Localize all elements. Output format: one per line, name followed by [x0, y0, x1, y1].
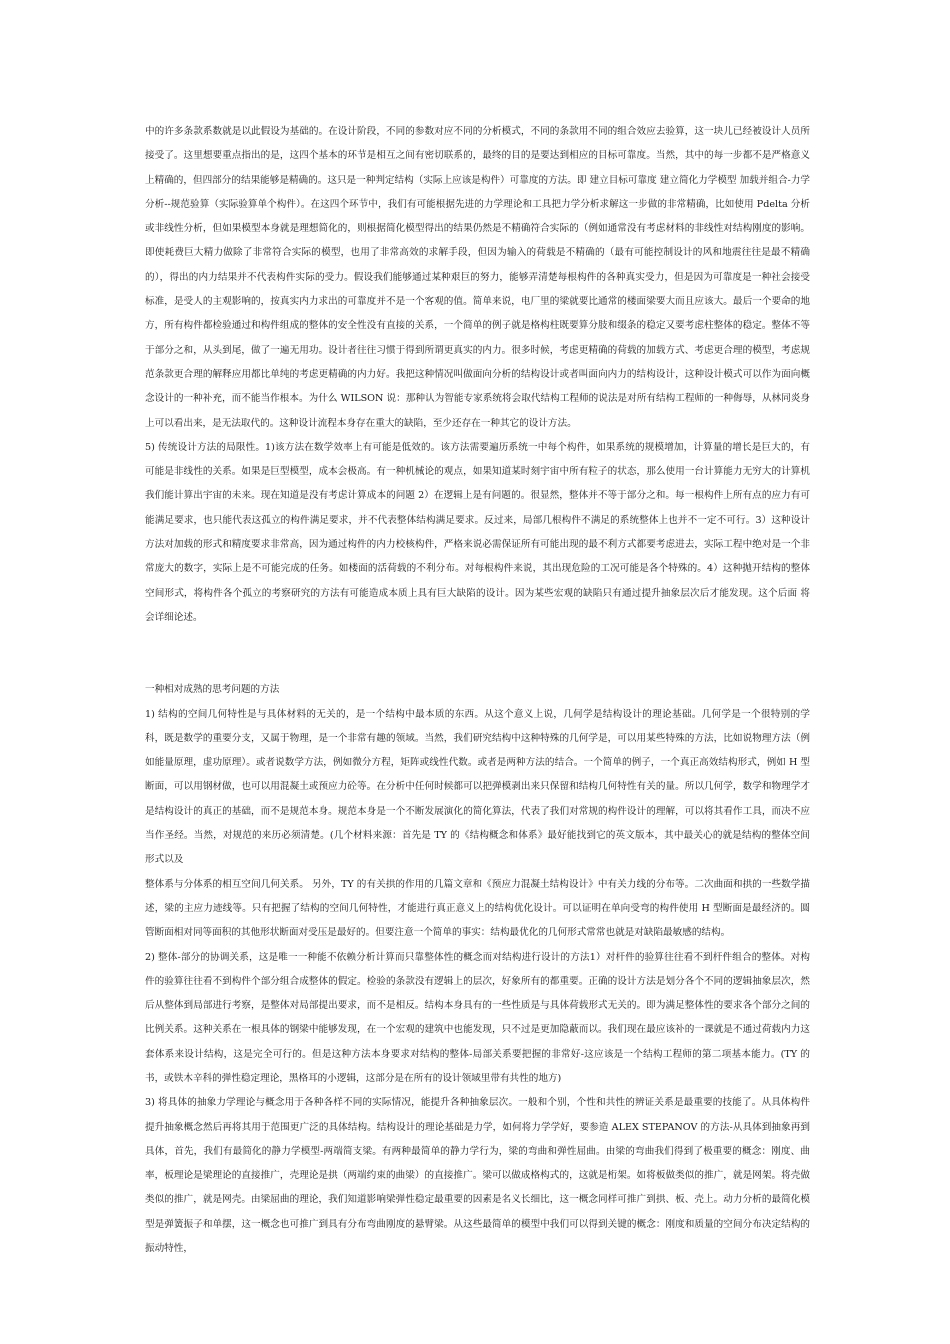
section-paragraph-3: 3) 将具体的抽象力学理论与概念用于各种各样不同的实际情况，能提升各种抽象层次。一般和个别，个性和共性的辨证关系是最重要的技能了。从具体构件提升抽象概念然后再将其用于范围更广泛的具体结构。结构设计的理论基础是力学，如何将力学学好，要参造 ALEX STEPANOV 的方法-从具体到抽象再到具体，首先，我们有最简化的静力学模型-两端简支梁。有两种最简单的静力学行为，梁的弯曲和弹性屈曲。由梁的弯曲我们得到了极重要的概念：刚度、曲率，板理论是梁理论的直接推广，壳理论是拱（两端约束的曲梁）的直接推广。梁可以做成格构式的，这就是桁架。如将板做类似的推广，就是网架。将壳做类似的推广，就是网壳。由梁屈曲的理论，我们知道影响梁弹性稳定最重要的因素是名义长细比，这一概念同样可推广到拱、板、壳上。动力分析的最简化模型是弹簧振子和单摆，这一概念也可推广到具有分布弯曲刚度的悬臂梁。从这些最简单的模型中我们可以得到关键的概念：刚度和质量的空间分布决定结构的振动特性，	[145, 1097, 810, 1255]
document-body	[145, 120, 810, 1261]
section-paragraph-2: 2) 整体-部分的协调关系，这是唯一一种能不依赖分析计算而只靠整体性的概念而对结构进行设计的方法1）对杆件的验算往往看不到杆件组合的整体。对构件的验算往往看不到构件个部分组合成整体的假定。检验的条款没有逻辑上的层次，好象所有的都重要。正确的设计方法是划分各个不同的逻辑抽象层次，然后从整体到局部进行考察，是整体对局部提出要求，而不是相反。结构本身具有的一些性质是与具体荷载形式无关的。即为满足整体性的要求各个部分之间的比例关系。这种关系在一根具体的钢梁中能够发现，在一个宏观的建筑中也能发现，只不过是更加隐蔽而以。我们现在最应该补的一课就是不通过荷载内力这套体系来设计结构，这是完全可行的。但是这种方法本身要求对结构的整体-局部关系要把握的非常好-这应该是一个结构工程师的第二项基本能力。(TY 的书，或铁木辛科的弹性稳定理论，黑格耳的小逻辑，这部分是在所有的设计领域里带有共性的地方)	[145, 951, 810, 1084]
section-title: 一种相对成熟的思考问题的方法	[145, 684, 280, 696]
blank-line	[145, 630, 810, 654]
section-paragraph-1: 1) 结构的空间几何特性是与具体材料的无关的，是一个结构中最本质的东西。从这个意义上说，几何学是结构设计的理论基础。几何学是一个很特别的学科，既是数学的重要分支，又属于物理，是一个非常有趣的领域。当然，我们研究结构中这种特殊的几何学是，可以用某些特殊的方法，比如说物理方法（例如能量原理，虚功原理）。或者说数学方法，例如微分方程，矩阵或线性代数。或者是两种方法的结合。一个简单的例子，一个真正高效结构形式，例如 H 型断面，可以用钢材做，也可以用混凝土或预应力砼等。在分析中任何时候都可以把弹模剥出来只保留和结构几何特性有关的量。所以几何学，数学和物理学才是结构设计的真正的基础，而不是规范本身。规范本身是一个不断发展演化的简化算法，代表了我们对常规的构件设计的理解，可以将其看作工具，而决不应当作圣经。当然，对规范的来历必须清楚。(几个材料来源：首先是 TY 的《结构概念和体系》最好能找到它的英文版本，其中最关心的就是结构的整体空间形式以及	[145, 708, 810, 866]
section-paragraph-1-continued: 整体系与分体系的相互空间几何关系。 另外，TY 的有关拱的作用的几篇文章和《预应力混凝土结构设计》中有关力线的分布等。二次曲面和拱的一些数学描述，梁的主应力迹线等。只有把握了结构的空间几何特性，才能进行真正意义上的结构优化设计。可以证明在单向受弯的构件使用 H 型断面是最经济的。圆管断面相对同等面积的其他形状断面对受压是最好的。但要注意一个简单的事实：结构最优化的几何形式常常也就是对缺陷最敏感的结构。	[145, 878, 810, 939]
paragraph-1: 中的许多条款系数就是以此假设为基础的。在设计阶段，不同的参数对应不同的分析模式，不同的条款用不同的组合效应去验算，这一块儿已经被设计人员所接受了。这里想要重点指出的是，这四个基本的环节是相互之间有密切联系的，最终的目的是要达到相应的目标可靠度。当然，其中的每一步都不是严格意义上精确的，但四部分的结果能够是精确的。这只是一种判定结构（实际上应该是构件）可靠度的方法。即 建立目标可靠度 建立简化力学模型 加载并组合-力学分析--规范验算（实际验算单个构件）。在这四个环节中，我们有可能根据先进的力学理论和工具把力学分析求解这一步做的非常精确，比如使用 Pdelta 分析或非线性分析，但如果模型本身就是理想简化的，则根据简化模型得出的结果仍然是不精确符合实际的（例如通常没有考虑材料的非线性对结构刚度的影响。即使耗费巨大精力做除了非常符合实际的模型，也用了非常高效的求解手段，但因为输入的荷载是不精确的（最有可能控制设计的风和地震往往是最不精确的），得出的内力结果并不代表构件实际的受力。假设我们能够通过某种艰巨的努力，能够弄清楚每根构件的各种真实受力，但是因为可靠度是一种社会接受标准，是受人的主观影响的，按真实内力求出的可靠度并不是一个客观的值。简单来说，电厂里的梁就要比通常的楼面梁要大而且应该大。最后一个要命的地方，所有构件都检验通过和构件组成的整体的安全性没有直接的关系，一个简单的例子就是格构柱既要算分肢和缀条的稳定又要考虑柱整体的稳定。整体不等于部分之和，从头到尾，做了一遍无用功。设计者往往习惯于得到所谓更真实的内力。很多时候，考虑更精确的荷载的加载方式、考虑更合理的模型，考虑规范条款更合理的解释应用都比单纯的考虑更精确的内力好。我把这种情况叫做面向分析的结构设计或者叫面向内力的结构设计，这种设计模式可以作为面向概念设计的一种补充，而不能当作根本。为什么 WILSON 说：那种认为智能专家系统将会取代结构工程师的说法是对所有结构工程师的一种侮辱，从林同炎身上可以看出来，是无法取代的。这种设计流程本身存在重大的缺陷，至少还存在一种其它的设计方法。	[145, 126, 810, 429]
paragraph-2: 5) 传统设计方法的局限性。1)该方法在数学效率上有可能是低效的。该方法需要遍历系统一中每个构件，如果系统的规模增加，计算量的增长是巨大的，有可能是非线性的关系。如果是巨型模型，成本会极高。有一种机械论的观点，如果知道某时刻宇宙中所有粒子的状态，那么使用一台计算能力无穷大的计算机我们能计算出宇宙的未来。现在知道是没有考虑计算成本的问题 2）在逻辑上是有问题的。很显然，整体并不等于部分之和。每一根构件上所有点的应力有可能满足要求，也只能代表这孤立的构件满足要求，并不代表整体结构满足要求。反过来，局部几根构件不满足的系统整体上也并不一定不可行。3）这种设计方法对加载的形式和精度要求非常高，因为通过构件的内力校核构件，严格来说必需保证所有可能出现的最不利方式都要考虑进去，实际工程中绝对是一个非常庞大的数字，实际上是不可能完成的任务。如楼面的活荷载的不利分布。对每根构件来说，其出现危险的工况可能是各个特殊的。4）这种抛开结构的整体空间形式，将构件各个孤立的考察研究的方法有可能造成本质上具有巨大缺陷的设计。因为某些宏观的缺陷只有通过提升抽象层次后才能发现。这个后面 将会详细论述。	[145, 441, 810, 623]
blank-line	[145, 654, 810, 678]
